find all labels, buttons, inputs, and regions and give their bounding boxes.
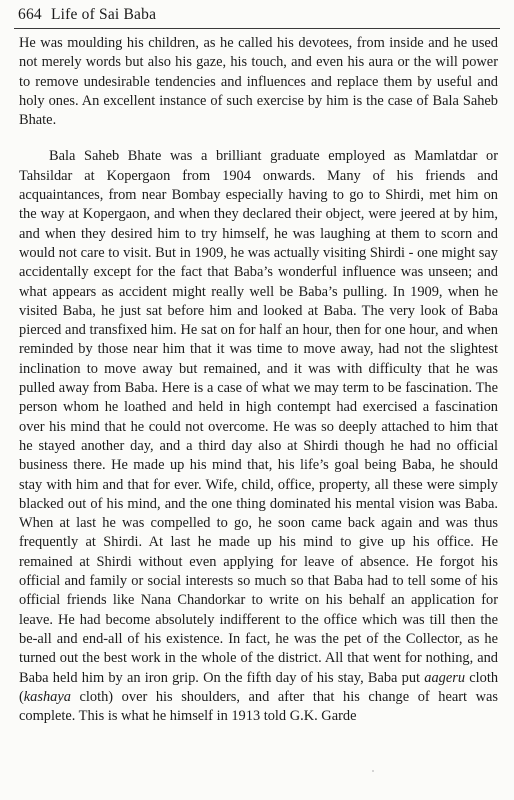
header-rule [14, 28, 500, 29]
page-body [19, 34, 498, 726]
page-number: 664 [18, 6, 42, 23]
term-kashaya: kashaya [23, 688, 71, 705]
paragraph-2 [19, 147, 498, 726]
print-speck [372, 770, 374, 772]
paragraph-2-part-1: Bala Saheb Bhate was a brilliant graduate employed as Mamlatdar or Tahsildar at Kopergaon from 1904 onwards. Many of his friends and acquaintances, from near Bombay especially having to go to Shirdi, met him on the way at Kopergaon, and when they declared their object, were jeered at by him, and when they desired him to try himself, he was laughing at them to scorn and would not care to visit. But in 1909, he was actually visiting Shirdi - one might say accidentally except for the fact that Baba’s wonderful influence was unseen; and what appears as accident might really well be Baba’s pulling. In 1909, when he visited Baba, he just sat before him and looked at Baba. The very look of Baba pierced and transfixed him. He sat on for half an hour, then for one hour, and when reminded by those near him that it was time to move away, had not the slightest inclination to move away but remained, and it was with difficulty that he was pulled away from Baba. Here is a case of what we may term to be fascination. The person whom he loathed and held in high contempt had exercised a fascination over his mind that he could not overcome. He was so deeply attached to him that he stayed another day, and a third day also at Shirdi though he had no official business there. He made up his mind that, his life’s goal being Baba, he should stay with him and that for ever. Wife, child, office, property, all these were simply blacked out of his mind, and the one thing dominated his mental vision was Baba. When at last he was compelled to go, he soon came back again and was thus frequently at Shirdi. At last he made up his mind to give up his office. He remained at Shirdi without even applying for leave of absence. He forgot his official and family or social interests so much so that Baba had to tell some of his official friends like Nana Chandorkar to write on his behalf an application for leave. He had become absolutely indifferent to the office which was till then the be-all and end-all of his existence. In fact, he was the pet of the Collector, as he turned out the best work in the whole of the district. All that went for nothing, and Baba held him by an iron grip. On the fifth day of his stay, Baba put [19, 148, 498, 686]
book-title: Life of Sai Baba [50, 6, 157, 23]
paragraph-2-part-3: cloth) over his shoulders, and after that his change of heart was complete. This is what he himself in 1913 told G.K. Garde [19, 688, 498, 725]
running-head [18, 6, 156, 24]
term-aageru: aageru [424, 669, 466, 686]
paragraph-1: He was moulding his children, as he called his devotees, from inside and he used not merely words but also his gaze, his touch, and even his aura or the will power to remove undesirable tendencies and influences and replace them by useful and holy ones. An excellent instance of such exercise by him is the case of Bala Saheb Bhate. [19, 35, 498, 129]
paragraph-2-part-2: cloth ( [19, 669, 499, 705]
